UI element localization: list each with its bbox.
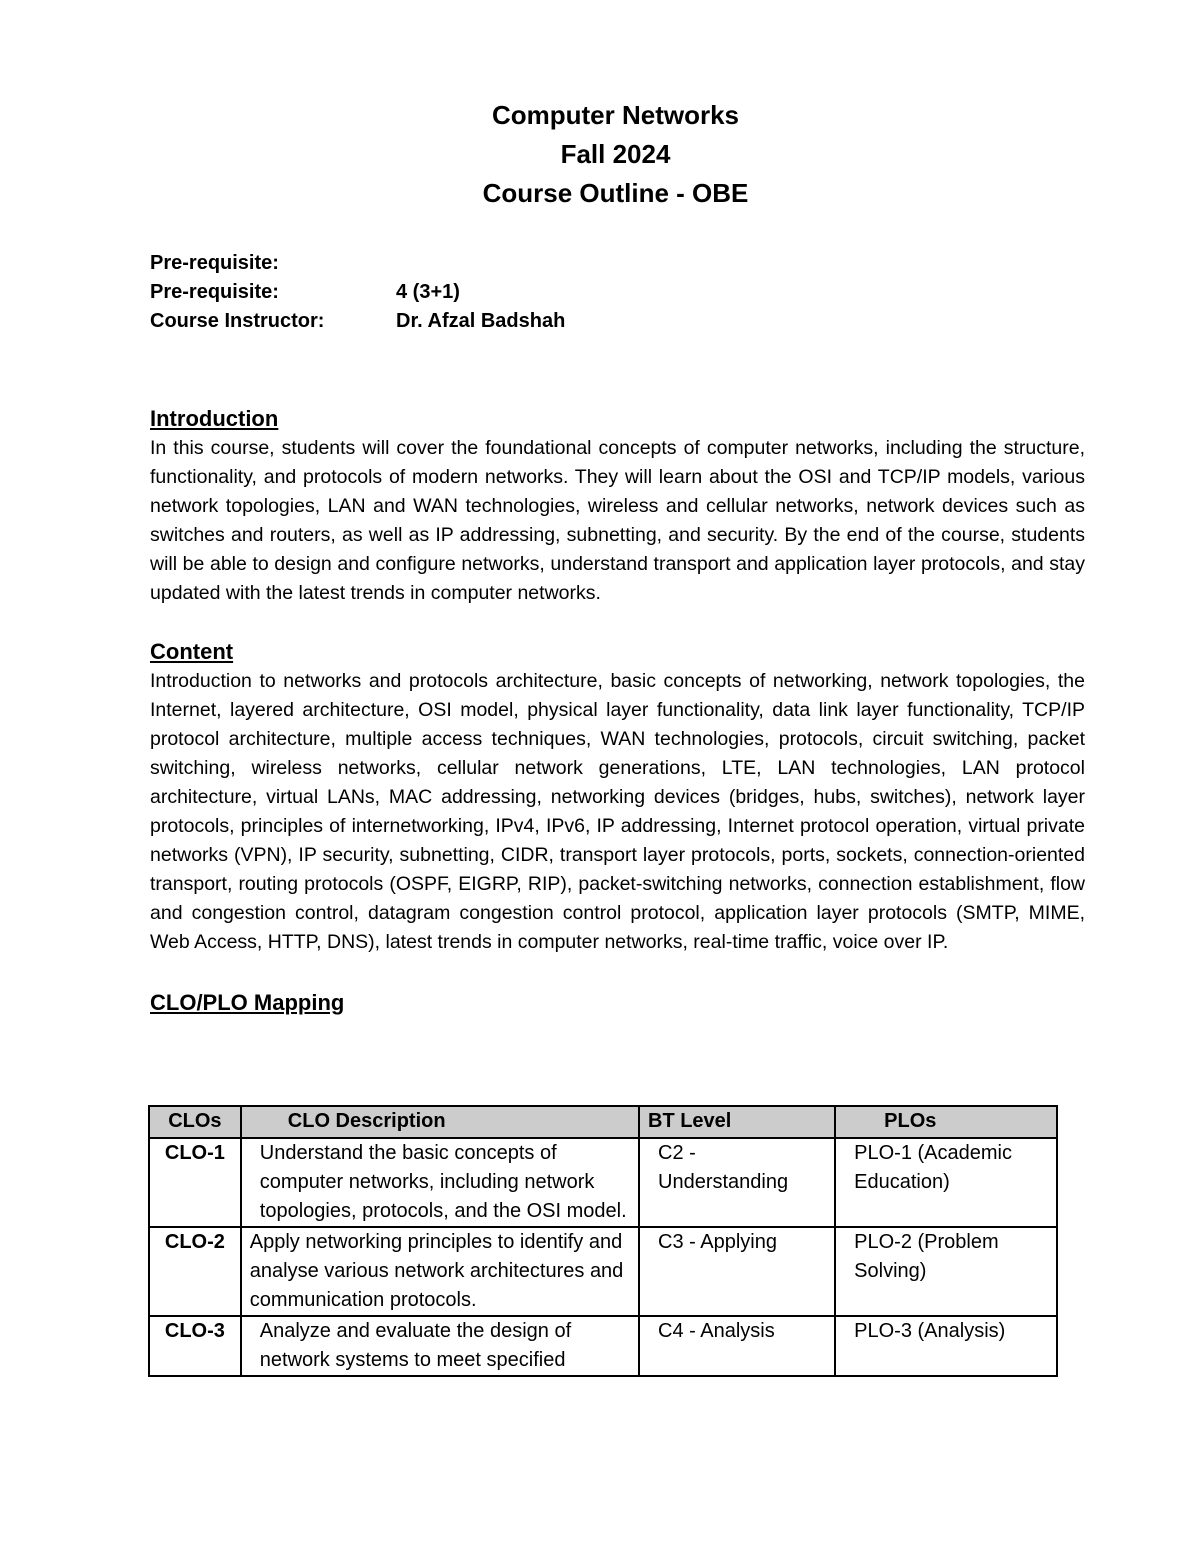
clo-description: Understand the basic concepts of computer networks, including network topologies, protocols, and the OSI model. <box>241 1138 639 1227</box>
meta-row <box>150 278 1085 307</box>
clo-id: CLO-3 <box>149 1316 241 1376</box>
clo-description: Analyze and evaluate the design of network systems to meet specified <box>241 1316 639 1376</box>
content-text: Introduction to networks and protocols architecture, basic concepts of networking, network topologies, the Internet, layered architecture, OSI model, physical layer functionality, data link layer functionality, TCP/IP protocol architecture, multiple access techniques, WAN technologies, protocols, circuit switching, packet switching, wireless networks, cellular network generations, LTE, LAN technologies, LAN protocol architecture, virtual LANs, MAC addressing, networking devices (bridges, hubs, switches), network layer protocols, principles of internetworking, IPv4, IPv6, IP addressing, Internet protocol operation, virtual private networks (VPN), IP security, subnetting, CIDR, transport layer protocols, ports, sockets, connection-oriented transport, routing protocols (OSPF, EIGRP, RIP), packet-switching networks, connection establishment, flow and congestion control, datagram congestion control protocol, application layer protocols (SMTP, MIME, Web Access, HTTP, DNS), latest trends in computer networks, real-time traffic, voice over IP. <box>150 669 1085 954</box>
plo: PLO-2 (Problem Solving) <box>835 1227 1057 1316</box>
content-heading: Content <box>150 638 234 664</box>
bt-level: C4 - Analysis <box>639 1316 835 1376</box>
table-row <box>149 1316 1057 1376</box>
column-header-bt-level: BT Level <box>639 1106 835 1138</box>
plo: PLO-1 (Academic Education) <box>835 1138 1057 1227</box>
meta-row <box>150 249 1085 278</box>
table-header-row <box>149 1106 1057 1138</box>
mapping-heading: CLO/PLO Mapping <box>150 989 345 1015</box>
meta-label: Course Instructor: <box>150 310 325 332</box>
title-block <box>148 96 1083 213</box>
meta-label: Pre-requisite: <box>150 281 279 303</box>
clo-id: CLO-2 <box>149 1227 241 1316</box>
course-meta <box>150 249 1085 336</box>
clo-description: Apply networking principles to identify and analyse various network architectures and communication protocols. <box>241 1227 639 1316</box>
introduction-heading: Introduction <box>150 406 279 431</box>
document-page <box>150 96 1085 1371</box>
course-term: Fall 2024 <box>560 139 671 169</box>
table-row <box>149 1138 1057 1227</box>
bt-level: C3 - Applying <box>639 1227 835 1316</box>
clo-plo-table <box>148 1105 1058 1377</box>
column-header-description: CLO Description <box>241 1106 639 1138</box>
course-title: Computer Networks <box>491 100 740 130</box>
meta-value: 4 (3+1) <box>396 281 460 303</box>
meta-label: Pre-requisite: <box>150 252 279 274</box>
meta-row <box>150 307 1085 336</box>
clo-id: CLO-1 <box>149 1138 241 1227</box>
introduction-text: In this course, students will cover the foundational concepts of computer networks, including the structure, functionality, and protocols of modern networks. They will learn about the OSI and TCP/IP models, various network topologies, LAN and WAN technologies, wireless and cellular networks, network devices such as switches and routers, as well as IP addressing, subnetting, and security. By the end of the course, students will be able to design and configure networks, understand transport and application layer protocols, and stay updated with the latest trends in computer networks. <box>150 437 1085 605</box>
column-header-plos: PLOs <box>835 1106 1057 1138</box>
course-subtitle: Course Outline - OBE <box>482 178 749 208</box>
bt-level: C2 - Understanding <box>639 1138 835 1227</box>
plo: PLO-3 (Analysis) <box>835 1316 1057 1376</box>
column-header-clos: CLOs <box>149 1106 241 1138</box>
meta-value: Dr. Afzal Badshah <box>396 310 566 332</box>
table-row <box>149 1227 1057 1316</box>
